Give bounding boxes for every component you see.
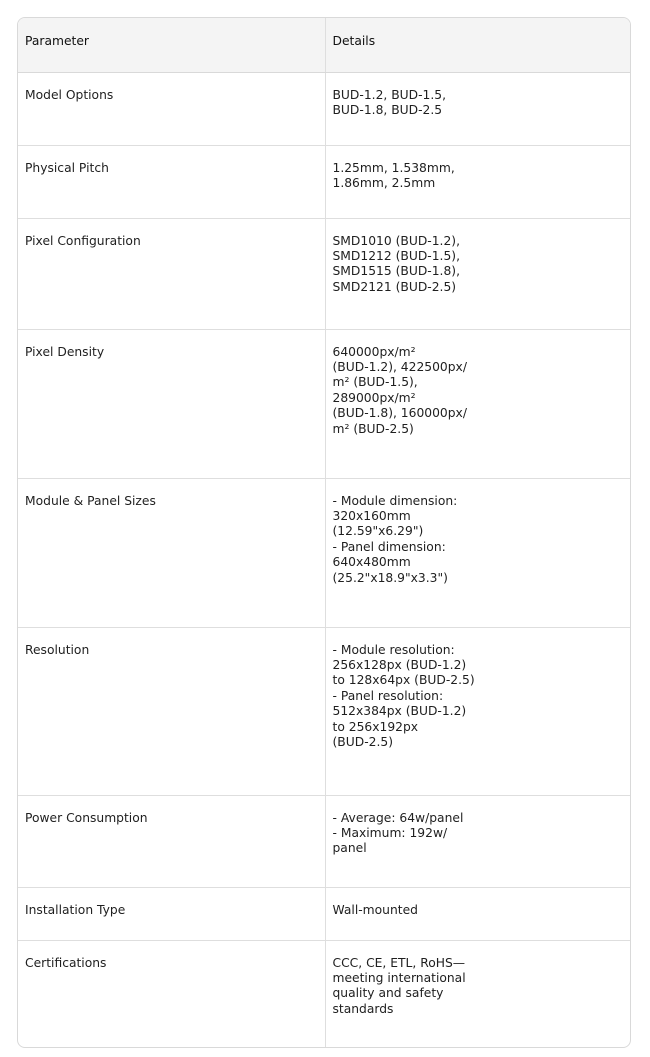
spec-table-container xyxy=(17,17,631,1048)
row-parameter: Pixel Configuration xyxy=(18,218,325,329)
spec-table xyxy=(18,18,631,1047)
row-details xyxy=(325,795,631,887)
table-row xyxy=(18,145,631,218)
row-details xyxy=(325,887,631,940)
header-parameter: Parameter xyxy=(18,18,325,72)
header-details: Details xyxy=(325,18,631,72)
table-row xyxy=(18,887,631,940)
table-row xyxy=(18,478,631,627)
table-row xyxy=(18,627,631,795)
row-details xyxy=(325,940,631,1047)
row-details-text: - Average: 64w/panel - Maximum: 192w/ panel xyxy=(332,810,464,856)
row-details-text: SMD1010 (BUD-1.2), SMD1212 (BUD-1.5), SMD1515 (BUD-1.8), SMD2121 (BUD-2.5) xyxy=(332,233,460,294)
row-details-text: - Module dimension: 320x160mm (12.59"x6.29") - Panel dimension: 640x480mm (25.2"x18.9"x3.3") xyxy=(332,493,458,585)
row-details xyxy=(325,627,631,795)
row-details xyxy=(325,329,631,478)
row-parameter: Power Consumption xyxy=(18,795,325,887)
table-row xyxy=(18,795,631,887)
row-parameter: Certifications xyxy=(18,940,325,1047)
row-parameter: Model Options xyxy=(25,87,114,102)
row-details-text: 640000px/m² (BUD-1.2), 422500px/ m² (BUD-1.5), 289000px/m² (BUD-1.8), 160000px/ m² (BUD-2.5) xyxy=(332,344,467,436)
row-parameter: Module & Panel Sizes xyxy=(18,478,325,627)
row-details-text: - Module resolution: 256x128px (BUD-1.2) to 128x64px (BUD-2.5) - Panel resolution: 512x384px (BUD-1.2) to 256x192px (BUD-2.5) xyxy=(332,642,475,749)
table-header-row xyxy=(18,18,631,72)
table-row xyxy=(18,329,631,478)
row-details xyxy=(325,72,631,145)
row-details-text: CCC, CE, ETL, RoHS— meeting international quality and safety standards xyxy=(332,955,466,1016)
row-parameter: Pixel Density xyxy=(18,329,325,478)
row-parameter: Physical Pitch xyxy=(18,145,325,218)
row-details-text: 1.25mm, 1.538mm, 1.86mm, 2.5mm xyxy=(332,160,455,190)
row-details xyxy=(325,478,631,627)
row-parameter: Resolution xyxy=(18,627,325,795)
row-details-text: BUD-1.2, BUD-1.5, BUD-1.8, BUD-2.5 xyxy=(332,87,447,117)
row-parameter: Installation Type xyxy=(18,887,325,940)
row-details-text: Wall-mounted xyxy=(332,902,418,917)
table-row xyxy=(18,72,631,145)
row-details xyxy=(325,218,631,329)
table-row xyxy=(18,940,631,1047)
row-details xyxy=(325,145,631,218)
table-row xyxy=(18,218,631,329)
